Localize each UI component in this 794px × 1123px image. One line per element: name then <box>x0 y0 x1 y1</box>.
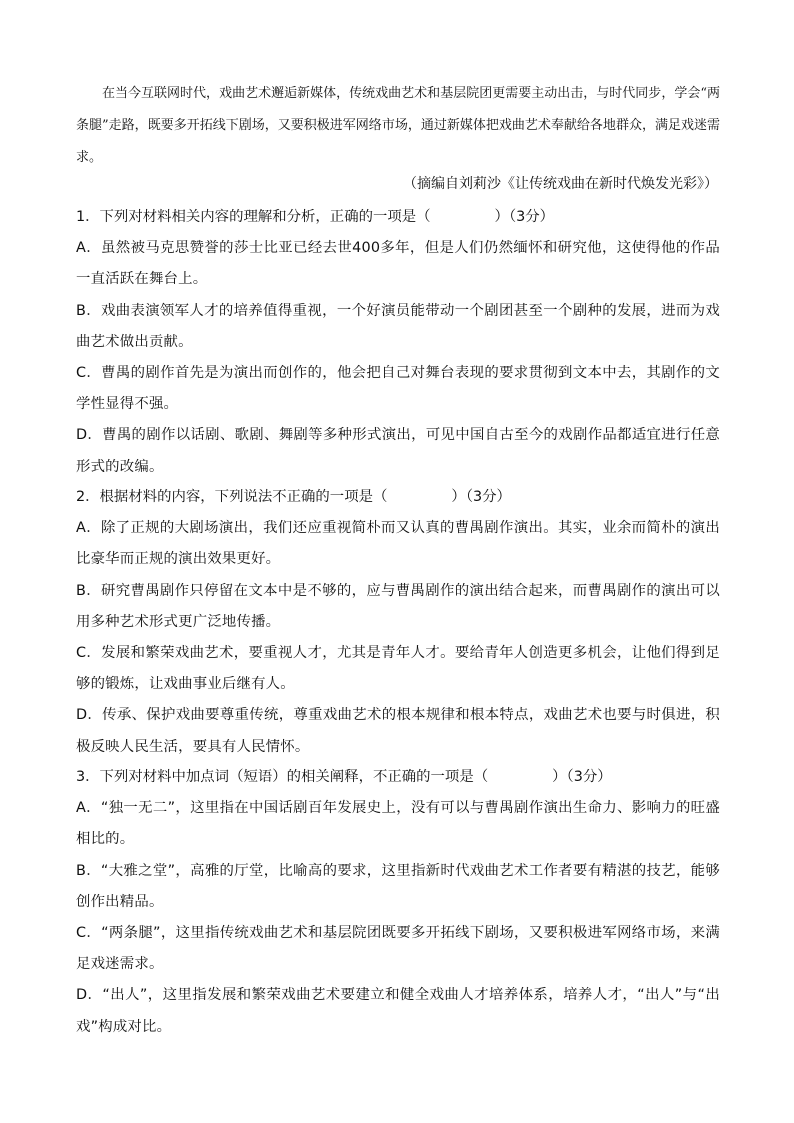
question-stem <box>76 482 720 513</box>
option-d: D．“出人”，这里指发展和繁荣戏曲艺术要建立和健全戏曲人才培养体系，培养人才，“出人”与“出戏”构成对比。 <box>76 987 720 1035</box>
stem-text: 2．根据材料的内容，下列说法不正确的一项是（ <box>76 489 388 505</box>
option-b: B．“大雅之堂”，高雅的厅堂，比喻高的要求，这里指新时代戏曲艺术工作者要有精湛的技艺，能够创作出精品。 <box>76 862 720 910</box>
question-stem <box>76 762 720 793</box>
option-a: A．虽然被马克思赞誉的莎士比亚已经去世400多年，但是人们仍然缅怀和研究他，这使得他的作品一直活跃在舞台上。 <box>76 240 720 288</box>
stem-text: 3．下列对材料中加点词（短语）的相关阐释，不正确的一项是（ <box>76 769 489 785</box>
source-citation: （摘编自刘莉沙《让传统戏曲在新时代焕发光彩》） <box>403 176 718 192</box>
question-2 <box>76 482 720 763</box>
stem-score: ）（3分） <box>451 489 511 505</box>
option-b: B．戏曲表演领军人才的培养值得重视，一个好演员能带动一个剧团甚至一个剧种的发展，进而为戏曲艺术做出贡献。 <box>76 302 720 350</box>
stem-text: 1．下列对材料相关内容的理解和分析，正确的一项是（ <box>76 209 431 225</box>
stem-score: ）（3分） <box>552 769 612 785</box>
option-d: D．传承、保护戏曲要尊重传统，尊重戏曲艺术的根本规律和根本特点，戏曲艺术也要与时俱进，积极反映人民生活，要具有人民情怀。 <box>76 707 720 755</box>
passage-paragraph: 在当今互联网时代，戏曲艺术邂逅新媒体，传统戏曲艺术和基层院团更需要主动出击，与时代同步，学会“两条腿”走路，既要多开拓线下剧场，又要积极进军网络市场，通过新媒体把戏曲艺术奉献给各地群众，满足戏迷需求。 <box>76 86 720 165</box>
stem-score: ）（3分） <box>494 209 555 225</box>
option-c: C．“两条腿”，这里指传统戏曲艺术和基层院团既要多开拓线下剧场，又要积极进军网络市场，来满足戏迷需求。 <box>76 925 720 973</box>
question-3 <box>76 762 720 1043</box>
question-stem <box>76 202 720 233</box>
option-c: C．曹禺的剧作首先是为演出而创作的，他会把自己对舞台表现的要求贯彻到文本中去，其剧作的文学性显得不强。 <box>76 365 720 413</box>
option-c: C．发展和繁荣戏曲艺术，要重视人才，尤其是青年人才。要给青年人创造更多机会，让他们得到足够的锻炼，让戏曲事业后继有人。 <box>76 645 720 693</box>
question-1 <box>76 202 720 483</box>
option-d: D．曹禺的剧作以话剧、歌剧、舞剧等多种形式演出，可见中国自古至今的戏剧作品都适宜进行任意形式的改编。 <box>76 427 720 475</box>
option-a: A．“独一无二”，这里指在中国话剧百年发展史上，没有可以与曹禺剧作演出生命力、影响力的旺盛相比的。 <box>76 800 720 848</box>
option-a: A．除了正规的大剧场演出，我们还应重视简朴而又认真的曹禺剧作演出。其实，业余而简朴的演出比豪华而正规的演出效果更好。 <box>76 520 720 568</box>
option-b: B．研究曹禺剧作只停留在文本中是不够的，应与曹禺剧作的演出结合起来，而曹禺剧作的演出可以用多种艺术形式更广泛地传播。 <box>76 582 720 630</box>
